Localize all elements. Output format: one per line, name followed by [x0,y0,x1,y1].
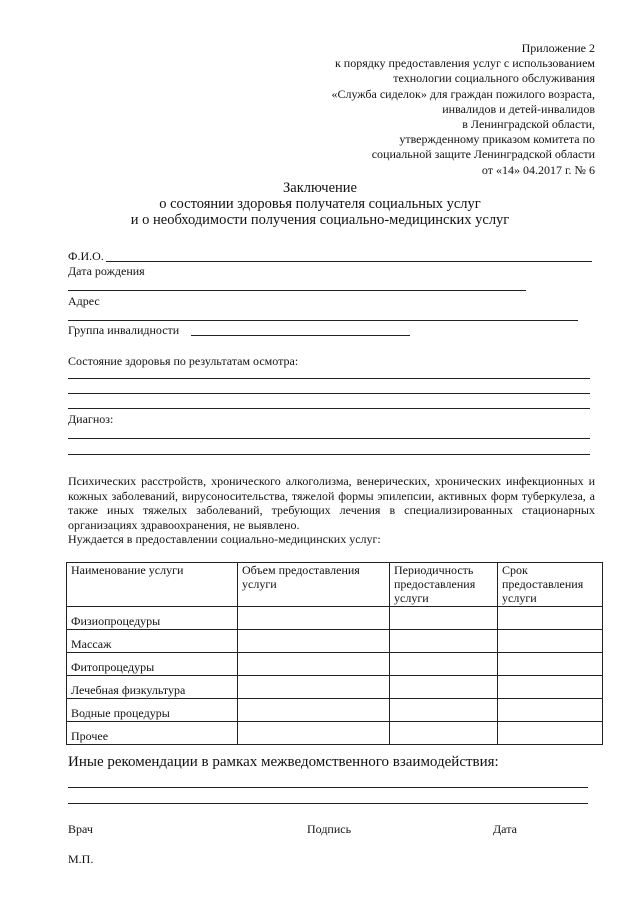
annex-line: в Ленинградской области, [462,117,595,132]
document-subtitle-1: о состоянии здоровья получателя социальных услуг [159,196,481,212]
col-header-periodicity: Периодичность предоставления услуги [390,563,498,607]
term-cell[interactable] [498,699,603,722]
table-row [67,722,603,745]
diagnosis-label: Диагноз: [68,412,114,426]
service-name-cell: Физиопроцедуры [67,607,238,630]
recommendations-line-2[interactable] [68,803,588,804]
periodicity-cell[interactable] [390,653,498,676]
service-name-cell: Водные процедуры [67,699,238,722]
col-header-volume: Объем предоставления услуги [238,563,390,607]
volume-cell[interactable] [238,699,390,722]
annex-line: «Служба сиделок» для граждан пожилого возраста, [331,86,595,101]
annex-line: технологии социального обслуживания [393,71,595,86]
service-name-cell: Лечебная физкультура [67,676,238,699]
birth-date-label: Дата рождения [68,264,145,278]
table-row [67,630,603,653]
annex-header [235,41,595,178]
recommendations-line-1[interactable] [68,787,588,788]
annex-line: инвалидов и детей-инвалидов [442,101,595,116]
recommendations-label: Иные рекомендации в рамках межведомственного взаимодействия: [68,754,499,770]
date-label: Дата [493,822,517,836]
health-line-1[interactable] [68,378,590,379]
periodicity-cell[interactable] [390,699,498,722]
table-row [67,699,603,722]
volume-cell[interactable] [238,653,390,676]
term-cell[interactable] [498,630,603,653]
doctor-label: Врач [68,822,93,836]
periodicity-cell[interactable] [390,676,498,699]
signature-label: Подпись [307,822,352,836]
periodicity-cell[interactable] [390,630,498,653]
needs-label: Нуждается в предоставлении социально-медицинских услуг: [68,532,381,546]
address-line[interactable] [68,320,578,321]
fio-line[interactable] [106,261,592,262]
health-line-2[interactable] [68,393,590,394]
service-name-cell: Прочее [67,722,238,745]
document-subtitle-2: и о необходимости получения социально-медицинских услуг [130,212,510,228]
conclusion-paragraph: Психических расстройств, хронического алкоголизма, венерических, хронических инфекционных и кожных заболеваний, вирусоносительства, тяжелой формы эпилепсии, активных форм туберкулеза, а также иных тяжелых заболеваний, требующих лечения в специализированных стационарных организациях здравоохранения, не выявлено. [68,474,595,532]
term-cell[interactable] [498,676,603,699]
col-header-service: Наименование услуги [67,563,238,607]
service-name-cell: Массаж [67,630,238,653]
diagnosis-line-1[interactable] [68,438,590,439]
disability-group-line[interactable] [191,335,410,336]
term-cell[interactable] [498,653,603,676]
term-cell[interactable] [498,607,603,630]
periodicity-cell[interactable] [390,722,498,745]
document-title: Заключение [283,180,357,196]
table-header-row [67,563,603,607]
services-table [66,562,603,745]
volume-cell[interactable] [238,607,390,630]
diagnosis-line-2[interactable] [68,454,590,455]
table-row [67,653,603,676]
annex-line: социальной защите Ленинградской области [371,147,595,162]
birth-date-line[interactable] [68,290,526,291]
volume-cell[interactable] [238,722,390,745]
table-row [67,676,603,699]
term-cell[interactable] [498,722,603,745]
stamp-label: М.П. [68,852,94,866]
fio-label: Ф.И.О. [68,249,104,263]
address-label: Адрес [68,294,100,308]
col-header-term: Срок предоставления услуги [498,563,603,607]
disability-group-label: Группа инвалидности [68,323,180,337]
annex-line: к порядку предоставления услуг с использованием [334,56,595,71]
table-row [67,607,603,630]
health-state-label: Состояние здоровья по результатам осмотра: [68,354,299,368]
annex-line: утвержденному приказом комитета по [399,132,595,147]
periodicity-cell[interactable] [390,607,498,630]
service-name-cell: Фитопроцедуры [67,653,238,676]
annex-line: Приложение 2 [521,41,595,55]
volume-cell[interactable] [238,676,390,699]
annex-line: от «14» 04.2017 г. № 6 [481,162,595,177]
health-line-3[interactable] [68,408,590,409]
volume-cell[interactable] [238,630,390,653]
